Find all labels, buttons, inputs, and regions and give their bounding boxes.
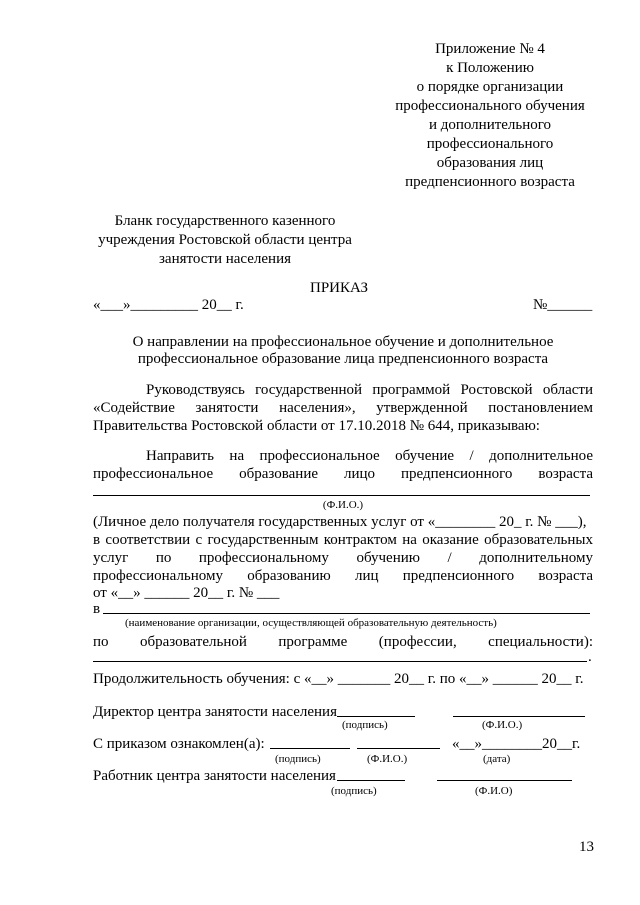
director-sign-caption: (подпись)	[342, 719, 388, 731]
duration-line: Продолжительность обучения: с «__» _______ 20__ г. по «__» ______ 20__ г.	[93, 671, 584, 687]
subject-line: О направлении на профессиональное обучение и дополнительное	[132, 334, 554, 350]
ack-date-caption: (дата)	[483, 753, 511, 765]
contract-line: от «__» ______ 20__ г. № ___	[93, 585, 280, 601]
direction-line: профессиональное образование лицо предпенсионного возраста	[93, 466, 593, 482]
ack-label: С приказом ознакомлен(а):	[93, 736, 265, 752]
org-caption: (наименование организации, осуществляющей образовательную деятельность)	[125, 617, 497, 629]
ack-sign-line	[270, 748, 350, 749]
contract-line: услуг по профессиональному обучению / дополнительному	[93, 550, 593, 566]
ack-date: «__»________20__г.	[452, 736, 581, 752]
director-sign-line	[337, 716, 415, 717]
preamble-line: Руководствуясь государственной программой Ростовской области	[146, 382, 593, 398]
in-prefix: в	[93, 601, 101, 617]
fio-underline	[93, 495, 590, 496]
header-line: и дополнительного	[428, 117, 552, 133]
director-label: Директор центра занятости населения	[93, 704, 337, 720]
order-title: ПРИКАЗ	[310, 280, 368, 296]
director-fio-line	[453, 716, 585, 717]
direction-line: Направить на профессиональное обучение / дополнительное	[146, 448, 593, 464]
institution-blank	[95, 212, 355, 269]
contract-line: профессиональному образованию лиц предпенсионного возраста	[93, 568, 593, 584]
order-number: №______	[533, 297, 593, 313]
header-line: Приложение № 4	[435, 41, 545, 57]
preamble-line: Правительства Ростовской области от 17.10.2018 № 644, приказываю:	[93, 418, 540, 434]
program-underline	[93, 661, 587, 662]
org-underline	[103, 613, 590, 614]
program-end: .	[588, 649, 592, 665]
program-line: по образовательной программе (профессии, специальности):	[93, 634, 593, 650]
ack-fio-line	[357, 748, 440, 749]
ack-sign-caption: (подпись)	[275, 753, 321, 765]
header-line: предпенсионного возраста	[405, 174, 575, 190]
appendix-header	[390, 40, 590, 192]
contract-line: в соответствии с государственным контрактом на оказание образовательных	[93, 532, 593, 548]
ack-fio-caption: (Ф.И.О.)	[367, 753, 408, 765]
order-date: «___»_________ 20__ г.	[93, 297, 244, 313]
subject-line: профессиональное образование лица предпенсионного возраста	[137, 351, 549, 367]
header-line: профессионального обучения	[395, 98, 585, 114]
case-line: (Личное дело получателя государственных услуг от «________ 20_ г. № ___),	[93, 514, 587, 530]
blank-line: учреждения Ростовской области центра	[98, 232, 352, 248]
worker-sign-caption: (подпись)	[331, 785, 377, 797]
header-line: образования лиц	[436, 155, 544, 171]
page-number: 13	[579, 839, 594, 855]
fio-caption: (Ф.И.О.)	[322, 499, 364, 511]
worker-fio-caption: (Ф.И.О)	[475, 785, 513, 797]
worker-sign-line	[337, 780, 405, 781]
header-line: профессионального	[426, 136, 554, 152]
worker-label: Работник центра занятости населения	[93, 768, 336, 784]
blank-line: занятости населения	[158, 251, 291, 267]
header-line: к Положению	[446, 60, 534, 76]
preamble-line: «Содействие занятости населения», утвержденной постановлением	[93, 400, 593, 416]
header-line: о порядке организации	[416, 79, 564, 95]
director-fio-caption: (Ф.И.О.)	[482, 719, 523, 731]
blank-line: Бланк государственного казенного	[114, 213, 336, 229]
worker-fio-line	[437, 780, 572, 781]
